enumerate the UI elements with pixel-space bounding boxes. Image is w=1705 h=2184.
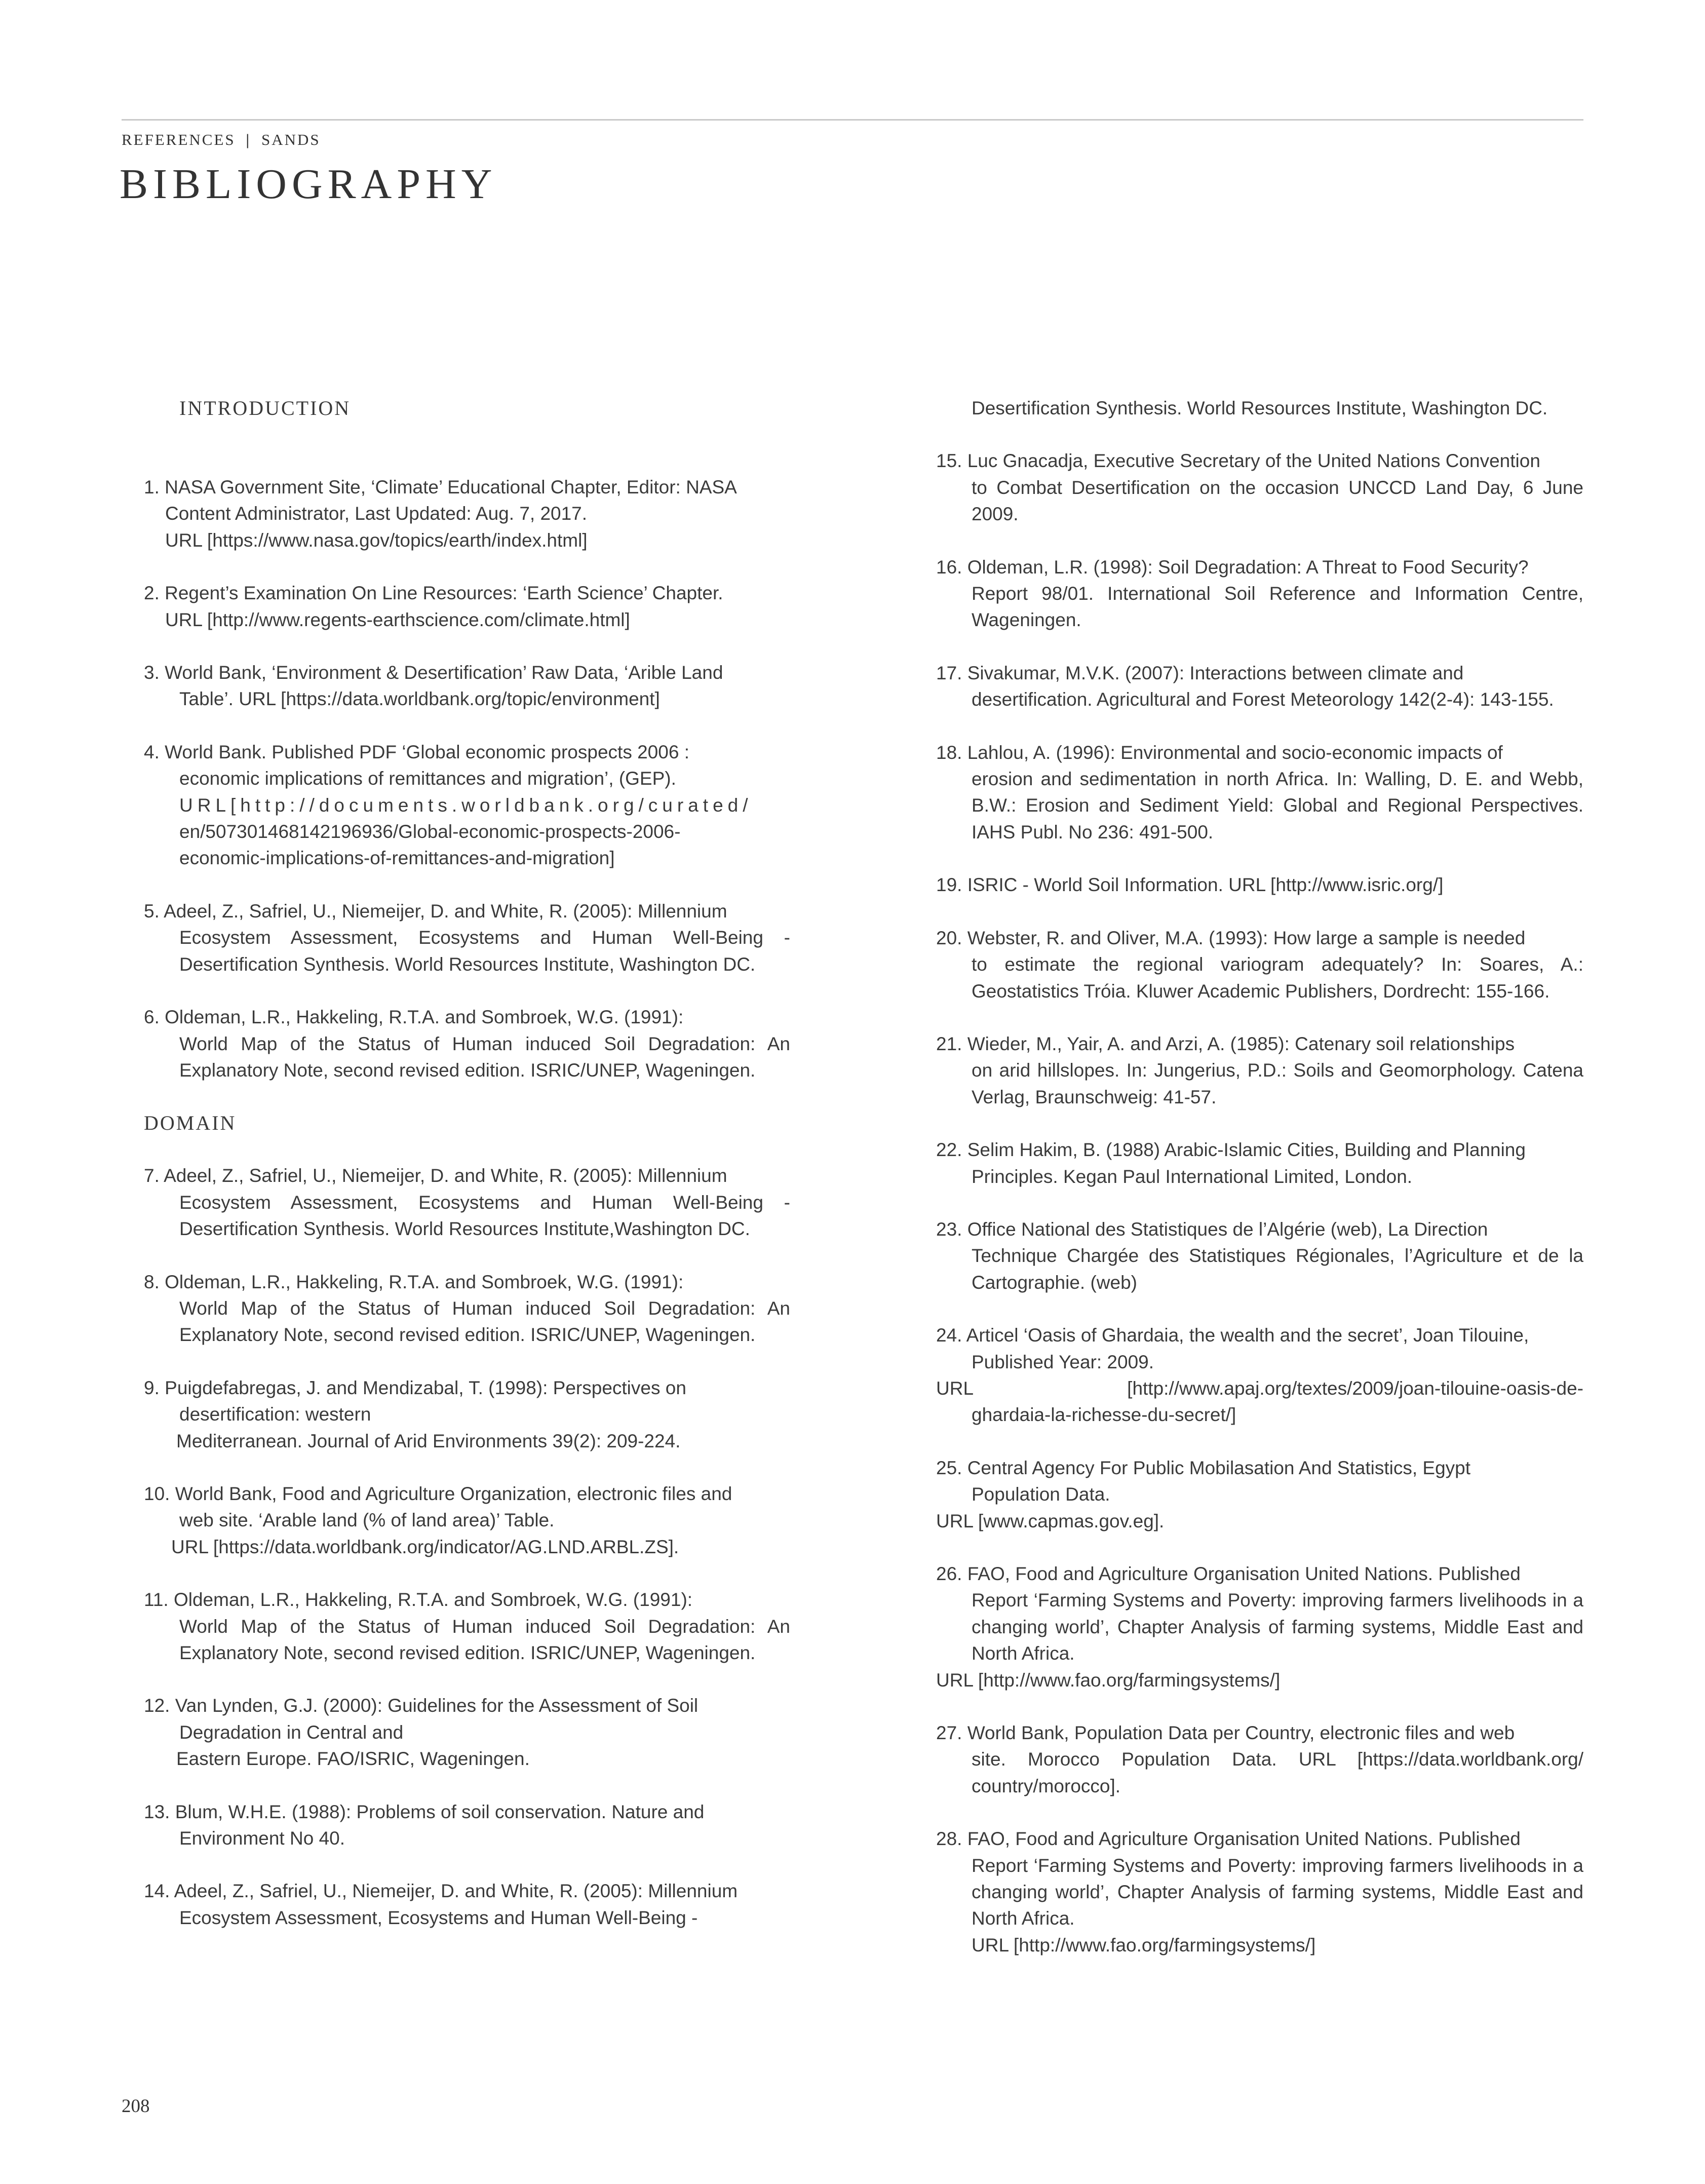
reference-11: 11. Oldeman, L.R., Hakkeling, R.T.A. and Sombroek, W.G. (1991): World Map of the Status of Human induced Soil Degradation: An Explanatory Note, second revised edition. ISRIC/UNEP, Wageningen. xyxy=(144,1589,790,1663)
reference-3: 3. World Bank, ‘Environment & Desertification’ Raw Data, ‘Arible Land Table’. URL [https://data.worldbank.org/topic/environment] xyxy=(144,662,723,710)
reference-27: 27. World Bank, Population Data per Country, electronic files and web site. Morocco Population Data. URL [https://data.worldbank.org/ country/morocco]. xyxy=(936,1722,1583,1796)
reference-16: 16. Oldeman, L.R. (1998): Soil Degradation: A Threat to Food Security? Report 98/01. International Soil Reference and Information Centre, Wageningen. xyxy=(936,556,1583,631)
reference-24: 24. Articel ‘Oasis of Ghardaia, the wealth and the secret’, Joan Tilouine, Published Year: 2009. URL [http://www.apaj.org/textes/2009/joan-tilouine-oasis-de- ghardaia-la-richesse-du-secret/] xyxy=(936,1325,1583,1426)
reference-18: 18. Lahlou, A. (1996): Environmental and socio-economic impacts of erosion and sedimentation in north Africa. In: Walling, D. E. and Webb, B.W.: Erosion and Sediment Yield: Global and Regional Perspectives. IAHS Publ. No 236: 491-500. xyxy=(936,742,1583,842)
reference-2: 2. Regent’s Examination On Line Resources: ‘Earth Science’ Chapter. URL [http://www.regents-earthscience.com/climate.html] xyxy=(144,583,723,630)
header-rule xyxy=(122,119,1583,121)
reference-14-continued: Desertification Synthesis. World Resources Institute, Washington DC. xyxy=(972,398,1548,418)
introduction-heading: INTRODUCTION xyxy=(179,397,351,419)
running-header xyxy=(122,131,321,149)
reference-17: 17. Sivakumar, M.V.K. (2007): Interactions between climate and desertification. Agricultural and Forest Meteorology 142(2-4): 143-155. xyxy=(936,662,1554,710)
running-header-separator: | xyxy=(246,131,251,148)
left-column xyxy=(144,395,790,1958)
reference-23: 23. Office National des Statistiques de l’Algérie (web), La Direction Technique Chargée des Statistiques Régionales, l’Agriculture et de la Cartographie. (web) xyxy=(936,1218,1583,1293)
reference-22: 22. Selim Hakim, B. (1988) Arabic-Islamic Cities, Building and Planning Principles. Kegan Paul International Limited, London. xyxy=(936,1139,1526,1187)
domain-heading: DOMAIN xyxy=(144,1112,237,1135)
running-header-subsection: SANDS xyxy=(261,131,321,148)
reference-14: 14. Adeel, Z., Safriel, U., Niemeijer, D. and White, R. (2005): Millennium Ecosystem Assessment, Ecosystems and Human Well-Being - xyxy=(144,1881,738,1928)
reference-4: 4. World Bank. Published PDF ‘Global economic prospects 2006 : economic implications of remittances and migration’, (GEP). URL[http://documents.worldbank.org/curated/ en/507301468142196936/Global-economic-prospects-2006- economic-implications-of-remittances-and-migration] xyxy=(144,741,753,869)
reference-8: 8. Oldeman, L.R., Hakkeling, R.T.A. and Sombroek, W.G. (1991): World Map of the Status of Human induced Soil Degradation: An Explanatory Note, second revised edition. ISRIC/UNEP, Wageningen. xyxy=(144,1271,790,1346)
reference-28: 28. FAO, Food and Agriculture Organisation United Nations. Published Report ‘Farming Systems and Poverty: improving farmers livelihoods in a changing world’, Chapter Analysis of farming systems, Middle East and North Africa. URL [http://www.fao.org/farmingsystems/] xyxy=(936,1828,1583,1956)
reference-26: 26. FAO, Food and Agriculture Organisation United Nations. Published Report ‘Farming Systems and Poverty: improving farmers livelihoods in a changing world’, Chapter Analysis of farming systems, Middle East and North Africa. URL [http://www.fao.org/farmingsystems/] xyxy=(936,1563,1583,1691)
reference-21: 21. Wieder, M., Yair, A. and Arzi, A. (1985): Catenary soil relationships on arid hillslopes. In: Jungerius, P.D.: Soils and Geomorphology. Catena Verlag, Braunschweig: 41-57. xyxy=(936,1033,1583,1107)
page-number: 208 xyxy=(122,2096,150,2117)
reference-6: 6. Oldeman, L.R., Hakkeling, R.T.A. and Sombroek, W.G. (1991): World Map of the Status of Human induced Soil Degradation: An Explanatory Note, second revised edition. ISRIC/UNEP, Wageningen. xyxy=(144,1007,790,1081)
reference-7: 7. Adeel, Z., Safriel, U., Niemeijer, D. and White, R. (2005): Millennium Ecosystem Assessment, Ecosystems and Human Well-Being - Desertification Synthesis. World Resources Institute,Washington DC. xyxy=(144,1165,790,1240)
reference-13: 13. Blum, W.H.E. (1988): Problems of soil conservation. Nature and Environment No 40. xyxy=(144,1801,705,1849)
reference-25: 25. Central Agency For Public Mobilasation And Statistics, Egypt Population Data. URL [www.capmas.gov.eg]. xyxy=(936,1457,1471,1531)
right-column xyxy=(936,395,1583,1985)
reference-9: 9. Puigdefabregas, J. and Mendizabal, T. (1998): Perspectives on desertification: western Mediterranean. Journal of Arid Environments 39(2): 209-224. xyxy=(144,1377,686,1451)
reference-1: 1. NASA Government Site, ‘Climate’ Educational Chapter, Editor: NASA Content Administrator, Last Updated: Aug. 7, 2017. URL [https://www.nasa.gov/topics/earth/index.html] xyxy=(144,477,737,551)
reference-10: 10. World Bank, Food and Agriculture Organization, electronic files and web site. ‘Arable land (% of land area)’ Table. URL [https://data.worldbank.org/indicator/AG.LND.ARBL.ZS]. xyxy=(144,1483,732,1557)
reference-15: 15. Luc Gnacadja, Executive Secretary of the United Nations Convention to Combat Desertification on the occasion UNCCD Land Day, 6 June 2009. xyxy=(936,450,1583,525)
running-header-section: REFERENCES xyxy=(122,131,236,148)
reference-19: 19. ISRIC - World Soil Information. URL [http://www.isric.org/] xyxy=(936,874,1444,896)
page-title: BIBLIOGRAPHY xyxy=(120,161,497,208)
reference-5: 5. Adeel, Z., Safriel, U., Niemeijer, D. and White, R. (2005): Millennium Ecosystem Assessment, Ecosystems and Human Well-Being - Desertification Synthesis. World Resources Institute, Washington DC. xyxy=(144,900,790,975)
reference-20: 20. Webster, R. and Oliver, M.A. (1993): How large a sample is needed to estimate the regional variogram adequately? In: Soares, A.: Geostatistics Tróia. Kluwer Academic Publishers, Dordrecht: 155-166. xyxy=(936,927,1583,1002)
reference-12: 12. Van Lynden, G.J. (2000): Guidelines for the Assessment of Soil Degradation in Central and Eastern Europe. FAO/ISRIC, Wageningen. xyxy=(144,1695,699,1770)
